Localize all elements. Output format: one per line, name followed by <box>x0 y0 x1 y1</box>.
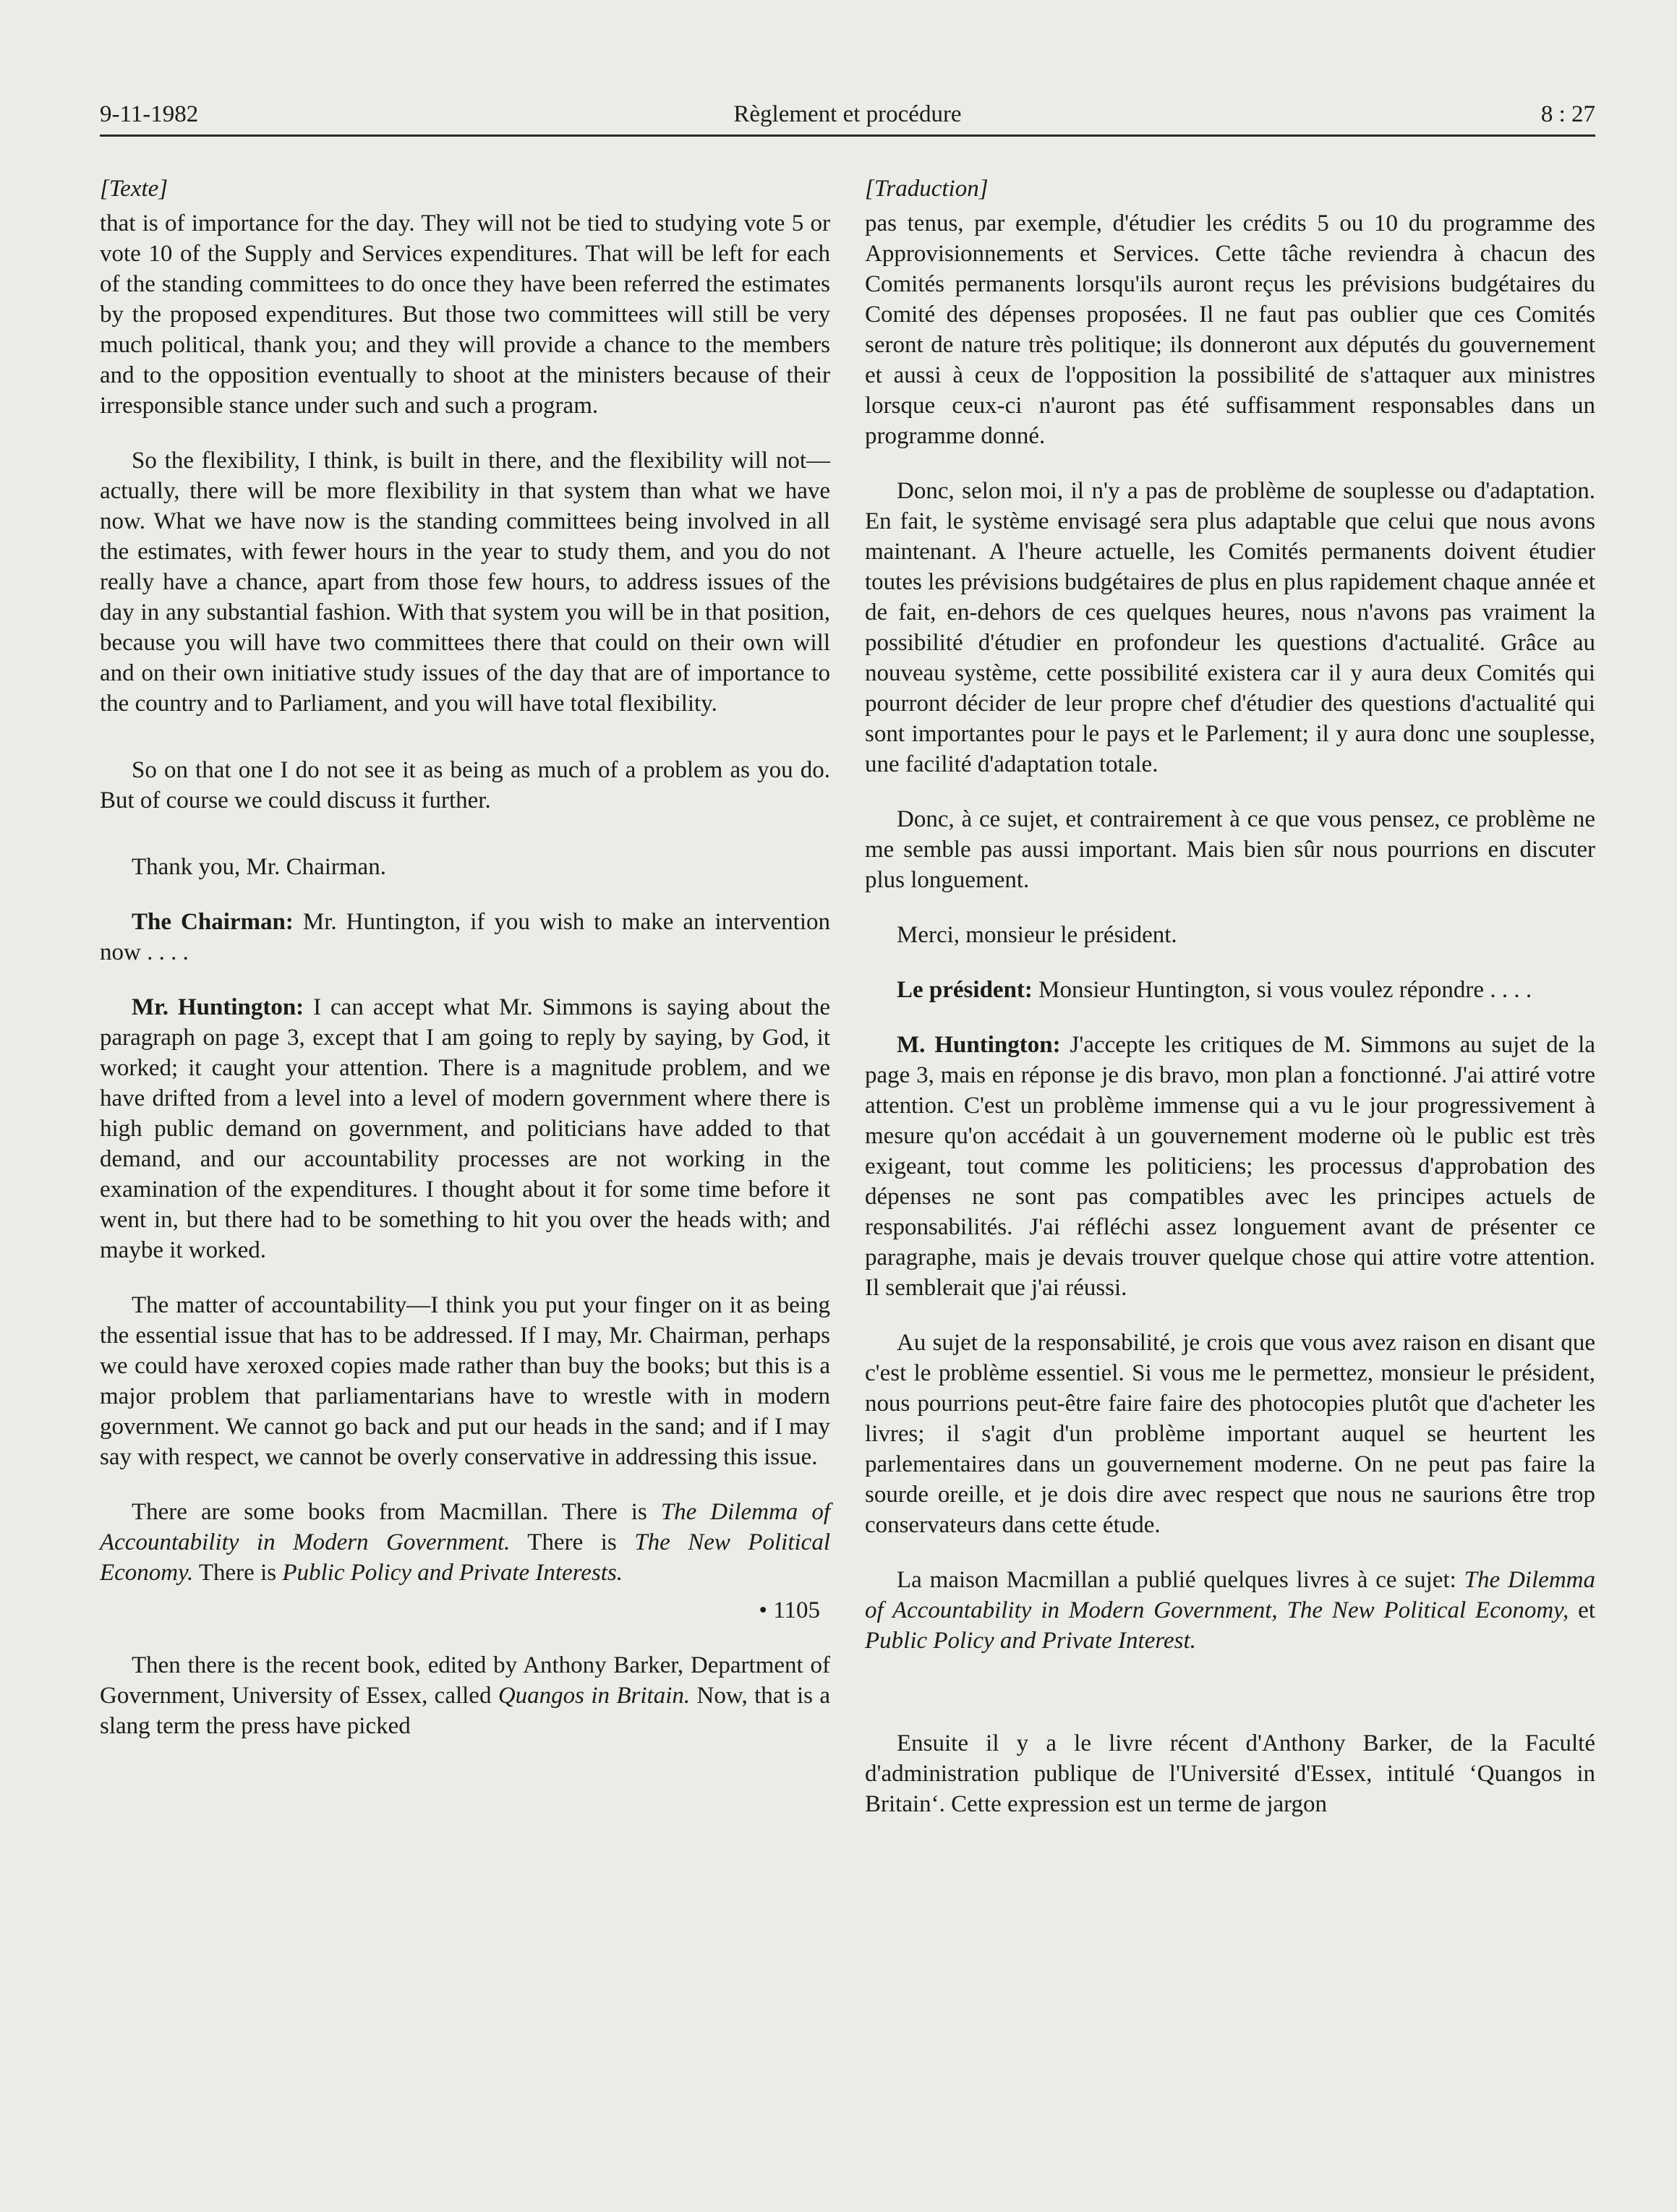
text-run: There is <box>510 1529 635 1555</box>
speaker-name: M. Huntington: <box>897 1032 1061 1058</box>
text-run: Then there is the recent book, edited by Anthony Barker, Department of Government, University of Essex, called <box>100 1652 830 1709</box>
text-run: There is <box>193 1560 283 1586</box>
time-marker: • 1105 <box>759 1597 820 1623</box>
book-title: The New Political Economy. <box>100 1529 830 1586</box>
book-title: Public Policy and Private Interest. <box>865 1628 1196 1654</box>
paragraph: Donc, selon moi, il n'y a pas de problème de souplesse ou d'adaptation. En fait, le système envisagé sera plus adaptable que celui que nous avons maintenant. A l'heure actuelle, les Comités permanents doivent étudier toutes les prévisions budgétaires de plus en plus rapidement chaque année et de fait, en-dehors de ces quelques heures, nous n'avons pas vraiment la possibilité d'étudier en profondeur les questions d'actualité. Grâce au nouveau système, cette possibilité existera car il y aura deux Comités qui pourront décider de leur propre chef d'étudier des questions d'actualité qui sont importantes pour le pays et le Parlement; il y aura donc une souplesse, une facilité d'adaptation totale. <box>865 478 1595 777</box>
paragraph: pas tenus, par exemple, d'étudier les crédits 5 ou 10 du programme des Approvisionnements et Services. Cette tâche reviendra à chacun des Comités permanents lorsqu'ils auront reçus les prévisions budgétaires du Comité des dépenses proposées. Il ne faut pas oublier que ces Comités seront de nature très politique; ils donneront aux députés du gouvernement et aussi à ceux de l'opposition la possibilité de s'attaquer aux ministres lorsque ceux-ci n'auront pas été suffisamment responsables dans un programme donné. <box>865 210 1595 449</box>
page-header <box>100 100 1595 137</box>
book-title: The Dilemma of Accountability in Modern Government, The New Political Economy, <box>865 1567 1595 1623</box>
speaker-name: Le président: <box>897 977 1033 1003</box>
translation-label: [Traduction] <box>865 176 989 202</box>
text-run: Now, that is a slang term the press have picked <box>100 1683 830 1739</box>
paragraph: Ensuite il y a le livre récent d'Anthony Barker, de la Faculté d'administration publique de l'Université d'Essex, intitulé ‘Quangos in Britain‘. Cette expression est un terme de jargon <box>865 1730 1595 1817</box>
book-title: Quangos in Britain. <box>498 1683 691 1709</box>
paragraph <box>100 992 830 1265</box>
paragraph: Donc, à ce sujet, et contrairement à ce que vous pensez, ce problème ne me semble pas aussi important. Mais bien sûr nous pourrions en discuter plus longuement. <box>865 806 1595 893</box>
paragraph <box>100 907 830 968</box>
speech-text: I can accept what Mr. Simmons is saying about the paragraph on page 3, except that I am going to reply by saying, by God, it worked; it caught your attention. There is a magnitude problem, and we have drifted from a level into a level of modern government where there is high public demand on government, and politicians have added to that demand, and our accountability processes are not working in the examination of the expenditures. I thought about it for some time before it went in, but there had to be something to hit you over the heads with; and maybe it worked. <box>100 994 830 1263</box>
paragraph: So the flexibility, I think, is built in there, and the flexibility will not—actually, there will be more flexibility in that system than what we have now. What we have now is the standing committees being involved in all the estimates, with fewer hours in the year to study them, and you do not really have a chance, apart from those few hours, to address issues of the day in any substantial fashion. With that system you will be in that position, because you will have two committees there that could on their own will and on their own initiative study issues of the day that are of importance to the country and to Parliament, and you will have total flexibility. <box>100 448 830 717</box>
text-run: et <box>1569 1597 1595 1623</box>
paragraph: Merci, monsieur le président. <box>897 922 1177 948</box>
header-date: 9-11-1982 <box>100 101 199 127</box>
paragraph <box>100 1650 830 1741</box>
english-column <box>100 174 830 1766</box>
speaker-name: The Chairman: <box>132 909 294 935</box>
paragraph <box>865 1030 1595 1303</box>
speaker-name: Mr. Huntington: <box>132 994 304 1020</box>
speech-text: Monsieur Huntington, si vous voulez répondre . . . . <box>1032 977 1532 1003</box>
paragraph <box>865 975 1595 1005</box>
speech-text: Mr. Huntington, if you wish to make an intervention now . . . . <box>100 909 830 965</box>
header-page-number: 8 : 27 <box>1540 101 1595 127</box>
paragraph: Au sujet de la responsabilité, je crois que vous avez raison en disant que c'est le problème essentiel. Si vous me le permettez, monsieur le président, nous pourrions peut-être faire faire des photocopies plutôt que d'acheter les livres; il s'agit d'un problème important auquel se heurtent les parlementaires dans un gouvernement moderne. On ne peut pas faire la sourde oreille, et je dois dire avec respect que nous ne saurions être trop conservateurs dans cette étude. <box>865 1330 1595 1538</box>
paragraph: The matter of accountability—I think you put your finger on it as being the essential issue that has to be addressed. If I may, Mr. Chairman, perhaps we could have xeroxed copies made rather than buy the books; but this is a major problem that parliamentarians have to wrestle with in modern government. We cannot go back and put our heads in the sand; and if I may say with respect, we cannot be overly conservative in addressing this issue. <box>100 1292 830 1470</box>
text-label: [Texte] <box>100 176 168 202</box>
speech-text: J'accepte les critiques de M. Simmons au sujet de la page 3, mais en réponse je dis bravo, mon plan a fonctionné. J'ai attiré votre attention. C'est un problème immense qui a vu le jour progressivement à mesure qu'on accédait à un gouvernement moderne où le public est très exigeant, tout comme les politiciens; les processus d'approbation des dépenses ne sont pas compatibles avec les principes actuels de responsabilités. J'ai réfléchi assez longuement avant de présenter ce paragraphe, mais je devais trouver quelque chose qui attire votre attention. Il semblerait que j'ai réussi. <box>865 1032 1595 1301</box>
paragraph: that is of importance for the day. They will not be tied to studying vote 5 or vote 10 of the Supply and Services expenditures. That will be left for each of the standing committees to do once they have been referred the estimates by the proposed expenditures. But those two committees will still be very much political, thank you; and they will provide a chance to the members and to the opposition eventually to shoot at the ministers because of their irresponsible stance under such and such a program. <box>100 210 830 419</box>
paragraph <box>100 1497 830 1588</box>
book-title: The Dilemma of Accountability in Modern Government. <box>100 1499 830 1555</box>
paragraph: Thank you, Mr. Chairman. <box>132 854 386 880</box>
book-title: Public Policy and Private Interests. <box>282 1560 623 1586</box>
text-run: There are some books from Macmillan. There is <box>132 1499 661 1525</box>
paragraph: So on that one I do not see it as being as much of a problem as you do. But of course we could discuss it further. <box>100 757 830 814</box>
french-column <box>865 174 1595 1844</box>
header-title: Règlement et procédure <box>733 101 962 127</box>
paragraph <box>865 1565 1595 1656</box>
text-run: La maison Macmillan a publié quelques livres à ce sujet: <box>897 1567 1464 1593</box>
